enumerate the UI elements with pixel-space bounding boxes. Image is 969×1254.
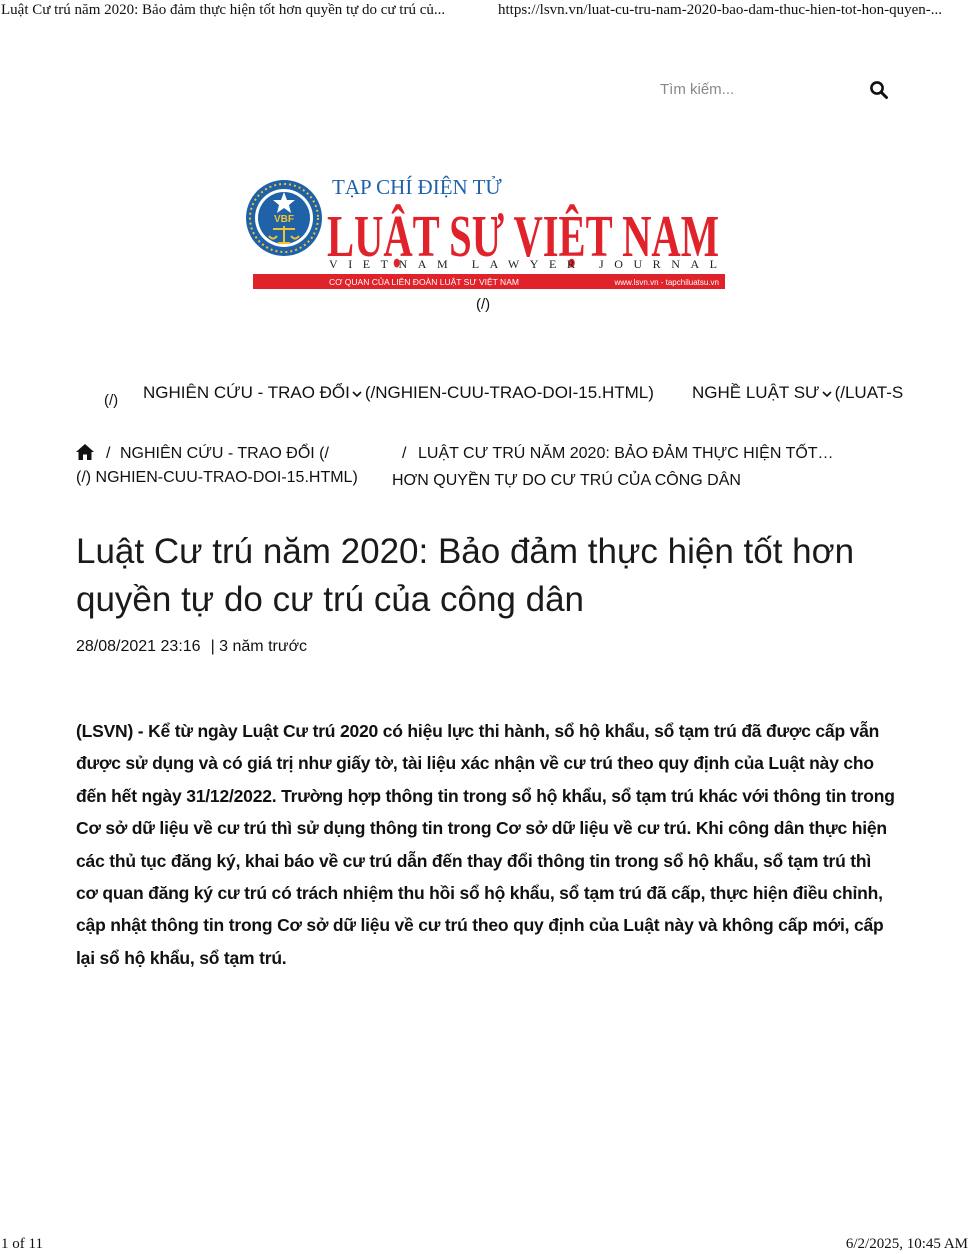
article-lead [76,715,896,974]
logo-graphic [245,170,730,292]
breadcrumb-separator: / [106,445,111,462]
nav-home-link[interactable]: (/) [104,392,119,409]
logo-band-left: CƠ QUAN CỦA LIÊN ĐOÀN LUẬT SƯ VIỆT NAM [329,277,519,287]
article-relative-time: | 3 năm trước [210,638,308,655]
main-nav [0,380,912,410]
chevron-down-icon [352,389,362,399]
lead-text: Kể từ ngày Luật Cư trú 2020 có hiệu lực thi hành, sổ hộ khẩu, sổ tạm trú đã được cấp vẫn được sử dụng và có giá trị như giấy tờ, tài liệu xác nhận về cư trú theo quy định của Luật này cho đến hết ngày 31/12/2022. Trường hợp thông tin trong sổ hộ khẩu, sổ tạm trú khác với thông tin trong Cơ sở dữ liệu về cư trú thì sử dụng thông tin trong Cơ sở dữ liệu về cư trú. Khi công dân thực hiện các thủ tục đăng ký, khai báo về cư trú dẫn đến thay đổi thông tin trong sổ hộ khẩu, sổ tạm trú thì cơ quan đăng ký cư trú có trách nhiệm thu hồi sổ hộ khẩu, sổ tạm trú đã cấp, thực hiện điều chỉnh, cập nhật thông tin trong Cơ sở dữ liệu về cư trú theo quy định của Luật này và không cấp mới, cấp lại sổ hộ khẩu, sổ tạm trú. [76,721,895,968]
logo-emblem-text: VBF [274,214,294,225]
nav-item-nghe-luat-su[interactable] [692,383,903,403]
site-logo[interactable] [245,170,730,292]
nav-item-label: NGHIÊN CỨU - TRAO ĐỔI [143,383,350,402]
print-footer [0,1236,969,1254]
nav-item-href: (/LUAT-S [834,383,904,402]
breadcrumb-separator: / [402,445,407,462]
search-icon[interactable] [869,80,889,100]
print-header-url: https://lsvn.vn/luat-cu-tru-nam-2020-bao-dam-thuc-hien-tot-hon-quyen-... [498,2,943,18]
article-date: 28/08/2021 23:16 [76,638,201,655]
breadcrumb-category[interactable]: NGHIÊN CỨU - TRAO ĐỔI (/ [120,445,329,462]
article-title: Luật Cư trú năm 2020: Bảo đảm thực hiện tốt hơn quyền tự do cư trú của công dân [76,532,855,619]
search-input[interactable] [660,78,850,100]
search-box [660,78,890,102]
breadcrumb-current-continued: HƠN QUYỀN TỰ DO CƯ TRÚ CỦA CÔNG DÂN [392,472,741,489]
print-header-title: Luật Cư trú năm 2020: Bảo đảm thực hiện tốt hơn quyền tự do cư trú củ... [1,2,446,18]
logo-subtitle: VIETNAM LAWYER JOURNAL [329,257,717,271]
lead-source: (LSVN) - [76,721,149,741]
nav-item-nghien-cuu[interactable] [143,383,654,403]
logo-main-title: LUẬT SƯ VIỆT NAM [327,203,719,269]
breadcrumb-category-href[interactable]: (/) NGHIEN-CUU-TRAO-DOI-15.HTML) [76,469,358,486]
print-datetime: 6/2/2025, 10:45 AM [845,1236,968,1252]
home-icon[interactable] [76,444,94,460]
nav-item-href: (/NGHIEN-CUU-TRAO-DOI-15.HTML) [364,383,654,402]
logo-band-right: www.lsvn.vn - tapchiluatsu.vn [614,278,719,287]
page-count: 1 of 11 [1,1236,43,1252]
logo-top-line: TẠP CHÍ ĐIỆN TỬ [332,175,502,199]
article-meta [76,638,307,656]
breadcrumb-current: LUẬT CƯ TRÚ NĂM 2020: BẢO ĐẢM THỰC HIỆN TỐT… [418,445,834,462]
nav-item-label: NGHỀ LUẬT SƯ [692,383,820,402]
chevron-down-icon [822,389,832,399]
logo-link-text[interactable]: (/) [476,296,491,313]
print-header [0,2,969,22]
